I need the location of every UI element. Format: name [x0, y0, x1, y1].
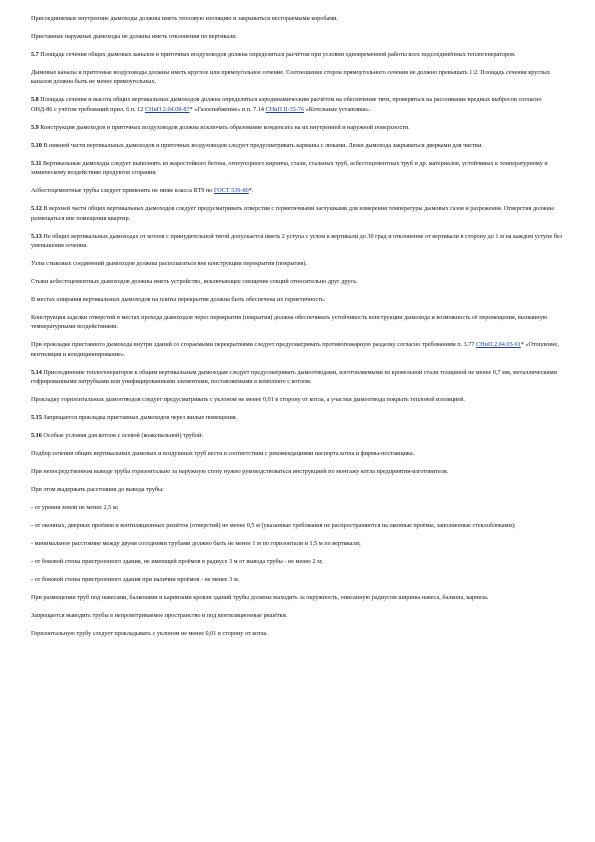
paragraph-text: Площадь сечения и высота общих вертикальных дымоходов должна определяться аэродинамическим расчётом на обеспечение тяги, проверяться на рассеивание вредных выбросов согласно ОНД-86 с учётом требований прил. 6 п. 12: [31, 96, 542, 113]
paragraph: [31, 593, 564, 602]
paragraph: [31, 259, 564, 268]
clause-number: 5.8: [31, 96, 39, 104]
paragraph-text: Конструкция дымоходов и приточных воздуховодов должна исключать образование конденсата на их внутренней и наружной поверхности.: [38, 123, 410, 131]
paragraph: [31, 32, 564, 41]
paragraph-text: Не общих вертикальных дымоходах от котлов с принудительной тягой допускается иметь 2 уступа с углом к вертикали до 30 град и отклонение от вертикали в сторону до 1 м на каждом уступе без уменьшения сечения.: [31, 232, 563, 250]
paragraph: [31, 485, 564, 494]
paragraph: [31, 503, 564, 512]
paragraph-text: Присоединяемые внутренние дымоходы должны иметь тепловую изоляцию и закрываться несгораемыми коробами.: [31, 15, 339, 22]
paragraph: [31, 186, 564, 195]
document-link[interactable]: СНиП 2.04.05-91: [476, 341, 521, 349]
paragraph: [31, 368, 564, 387]
paragraph-text: * «Газоснабжение» и п. 7.14: [189, 105, 266, 113]
paragraph: [31, 395, 564, 404]
paragraph: [31, 575, 564, 584]
document-link[interactable]: ГОСТ 539-80: [213, 187, 249, 195]
paragraph-text: Горизонтальную трубу следует прокладывать с уклоном не менее 0,01 в сторону от котла.: [31, 630, 268, 638]
paragraph-text: *.: [248, 187, 254, 195]
paragraph-text: Особые условия для котлов с осевой (коаксиальной) трубой:: [41, 432, 204, 440]
paragraph-text: В нижней части вертикальных дымоходов и приточных воздуховодов следует предусматривать карманы с люками. Люки дымохода закрываться дверками для чистки.: [41, 141, 483, 149]
paragraph: [31, 159, 564, 178]
paragraph: [31, 68, 564, 87]
clause-number: 5.11: [31, 159, 42, 167]
paragraph-text: Прокладку горизонтальных дымоотводов следует предусматривать с уклоном не менее 0,01 в сторону от котла, а участки дымоотвода покрыть тепловой изоляцией.: [31, 396, 465, 404]
paragraph: [31, 123, 564, 132]
paragraph-text: Дымовые каналы и приточные воздуховоды должны иметь круглое или прямоугольное сечение. Соотношение сторон прямоугольного сечения не должно превышать 1:2. Площадь сечения круглых каналов должна быть не менее прямоугольных.: [31, 69, 550, 86]
clause-number: 5.16: [31, 432, 42, 440]
paragraph: [31, 14, 564, 23]
paragraph: [31, 413, 564, 422]
paragraph: [31, 611, 564, 620]
paragraph-text: Площадь сечения общих дымовых каналов и приточных воздуховодов должна определяться расчётом при условии одновременной работы всех подсоединённых теплогенераторов.: [38, 51, 516, 58]
paragraph: [31, 232, 564, 251]
document-link[interactable]: СНиП 2.04.08-87: [144, 105, 190, 113]
paragraph-text: При непосредственном выводе трубы горизонтально за наружную стену нужно руководствоваться инструкцией по монтажу котла предприятия-изготовителя.: [31, 468, 449, 476]
paragraph: [31, 557, 564, 566]
paragraph-text: - от оконных, дверных проёмов и вентиляционных решёток (отверстий) не менее 0,5 м (указанные требования не распространяются на оконные проёмы, заполненные стеклоблоками);: [31, 522, 516, 530]
paragraph: [31, 141, 564, 150]
paragraph: [31, 295, 564, 304]
paragraph-text: Стыки асбестоцементных дымоходов должны иметь устройство, исключающее смещение секций относительно друг друга.: [31, 278, 358, 286]
paragraph-text: В верхней части общих вертикальных дымоходов следует предусматривать отверстия с герметичными заглушками для измерения температуры дымовых газов и разрежения. Отверстия должны размещаться вне помещения квартир.: [31, 205, 554, 222]
paragraph: [31, 50, 564, 59]
document-link[interactable]: СНиП II-35-76: [265, 105, 305, 113]
paragraph-text: Приставные наружные дымоходы не должны иметь отклонения по вертикали.: [31, 33, 238, 40]
paragraph-text: - минимальное расстояние между двумя соседними трубами должно быть не менее 1 м по горизонтали и 1,5 м по вертикали;: [31, 540, 361, 548]
paragraph-text: - от уровня земли не менее 2,5 м;: [31, 504, 119, 512]
paragraph-text: При размещении труб под навесами, балконами и карнизами кровли зданий трубы должны выходить за окружность, описанную радиусом ширины навеса, балкона, карниза.: [31, 594, 489, 602]
clause-number: 5.7: [31, 51, 39, 58]
paragraph: [31, 449, 564, 458]
paragraph: [31, 204, 564, 223]
clause-number: 5.15: [31, 414, 42, 422]
paragraph-text: При этом выдержать расстояния до вывода трубы:: [31, 486, 164, 494]
paragraph-text: Узлы стыковых соединений дымоходов должны располагаться вне конструкции перекрытия (покрытия).: [31, 260, 307, 268]
paragraph: [31, 431, 564, 440]
paragraph-text: Запрещается прокладка приставных дымоходов через жилые помещения.: [41, 414, 238, 422]
paragraph-text: Вертикальные дымоходы следует выполнять из жаростойкого бетона, огнеупорного кирпича, стали, стальных труб, асбестоцементных труб и др. материалов, устойчивых к температурному и химическому воздействию продуктов сгорания.: [31, 159, 548, 177]
clause-number: 5.10: [31, 141, 42, 149]
paragraph-text: Присоединение теплогенераторов к общим вертикальным дымоходам следует предусматривать дымоотводами, изготовляемыми из кровельной стали толщиной не менее 0,7 мм, металлическими гофрированными патрубками или унифицированными элементами, поставляемыми в комплекте с котлом.: [31, 368, 557, 386]
clause-number: 5.14: [31, 368, 42, 376]
paragraph-text: * «Отопление, вентиляция и кондиционирование».: [31, 341, 559, 358]
clause-number: 5.13: [31, 232, 42, 240]
paragraph-text: «Котельные установки».: [304, 105, 371, 113]
paragraph: [31, 629, 564, 638]
paragraph-text: Запрещается выводить трубы в непроветриваемое пространство и под вентиляционные решётки.: [31, 612, 288, 620]
paragraph-text: Подбор сечения общих вертикальных дымовых и воздушных труб вести в соответствии с рекомендациями паспорта котла и фирмы-поставщика.: [31, 450, 415, 458]
paragraph: [31, 340, 564, 359]
paragraph-text: В местах опирания вертикальных дымоходов на плиты перекрытия должна быть обеспечена их герметичность.: [31, 296, 326, 304]
clause-number: 5.12: [31, 205, 42, 213]
paragraph: [31, 467, 564, 476]
clause-number: 5.9: [31, 123, 39, 131]
paragraph: [31, 95, 564, 114]
paragraph: [31, 539, 564, 548]
paragraph: [31, 313, 564, 332]
paragraph-text: При прокладке приставного дымохода внутри зданий со сгораемыми перекрытиями следует предусматривать противопожарную разделку согласно требованиям п. 3.77: [31, 341, 477, 349]
paragraph-text: Асбестоцементные трубы следует применять не ниже класса ВТ9 по: [31, 187, 214, 195]
paragraph: [31, 277, 564, 286]
paragraph-text: Конструкция заделки отверстий в местах прохода дымоходов через перекрытия (покрытия) должна обеспечивать устойчивость конструкции дымохода и возможность её перемещения, вызванную температурными воздействиями.: [31, 314, 548, 331]
paragraph-text: - от боковой стены пристроенного здания при наличии проёмов - не менее 3 м.: [31, 576, 240, 584]
paragraph-text: - от боковой стены пристроенного здания, не имеющей проёмов в радиусе 3 м от вывода трубы - не менее 2 м;: [31, 558, 323, 566]
paragraph: [31, 521, 564, 530]
